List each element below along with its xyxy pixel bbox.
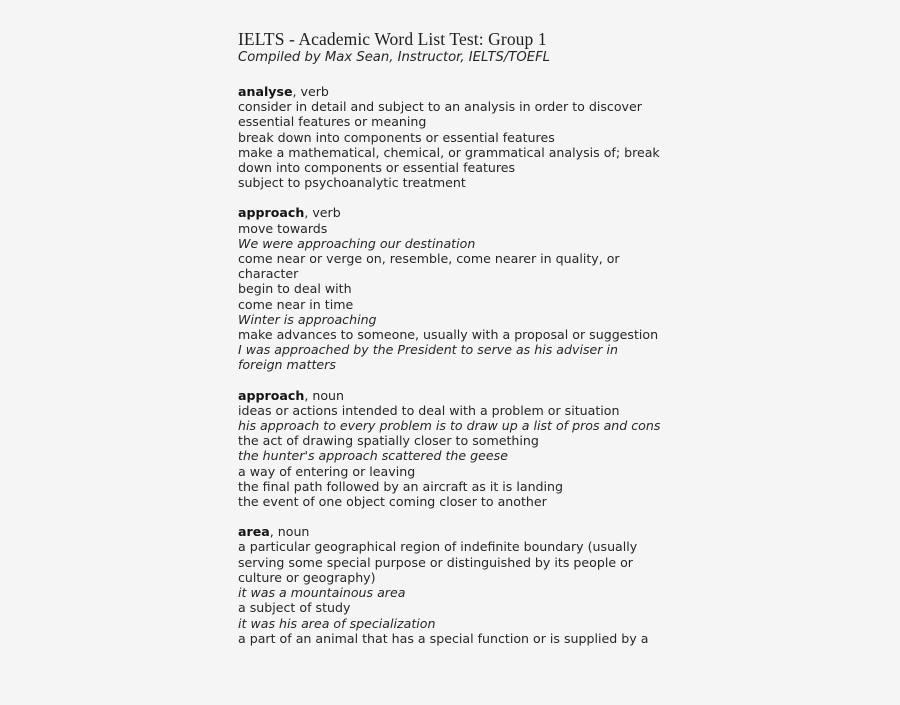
document-body	[238, 29, 662, 646]
headword-line	[238, 388, 662, 403]
sense-definition: a subject of study	[238, 600, 351, 616]
sense-definition: come near or verge on, resemble, come nearer in quality, or character	[238, 251, 620, 282]
headword-separator: ,	[304, 205, 313, 221]
sense-definition: make a mathematical, chemical, or grammatical analysis of; break down into components or essential features	[238, 144, 660, 176]
headword-separator: ,	[304, 387, 313, 403]
part-of-speech: verb	[300, 84, 329, 99]
headword: approach	[238, 387, 305, 403]
word-entry	[238, 388, 662, 510]
example-sentence: it was a mountainous area	[238, 585, 406, 601]
headword: analyse	[238, 84, 293, 99]
part-of-speech: noun	[312, 387, 344, 403]
example-sentence: We were approaching our destination	[238, 235, 476, 251]
headword: approach	[238, 205, 305, 221]
sense-definition: consider in detail and subject to an analysis in order to discover essential features or meaning	[238, 99, 642, 130]
example-sentence: it was his area of specialization	[238, 615, 436, 631]
sense-definition: the act of drawing spatially closer to something	[238, 433, 539, 449]
sense-definition: come near in time	[238, 296, 354, 312]
sense-definition: begin to deal with	[238, 281, 352, 297]
headword-line	[238, 205, 662, 220]
sense-definition: break down into components or essential features	[238, 129, 555, 145]
part-of-speech: verb	[312, 205, 341, 221]
sense-definition: the final path followed by an aircraft as it is landing	[238, 478, 564, 494]
sense-definition: the event of one object coming closer to another	[238, 494, 547, 510]
headword: area	[238, 524, 270, 540]
part-of-speech: noun	[277, 524, 310, 540]
sense-definition: subject to psychoanalytic treatment	[238, 175, 466, 191]
sense-definition: move towards	[238, 220, 328, 236]
word-entry	[238, 84, 662, 190]
word-entry	[238, 524, 662, 646]
sense-definition: ideas or actions intended to deal with a problem or situation	[238, 402, 620, 418]
word-entry	[238, 205, 662, 372]
example-sentence: Winter is approaching	[238, 311, 377, 327]
sense-definition: make advances to someone, usually with a proposal or suggestion	[238, 327, 659, 343]
sense-definition: a part of an animal that has a special function or is supplied by a	[238, 630, 649, 646]
example-sentence: the hunter's approach scattered the geese	[238, 448, 508, 464]
example-sentence: his approach to every problem is to draw up a list of pros and cons	[238, 418, 661, 434]
word-entry-list	[238, 84, 662, 646]
headword-line	[238, 524, 662, 539]
sense-definition: a way of entering or leaving	[238, 463, 416, 479]
headword-line	[238, 84, 662, 99]
sense-definition: a particular geographical region of indefinite boundary (usually serving some special purpose or distinguished by its people or culture or geography)	[238, 539, 638, 585]
document-subtitle: Compiled by Max Sean, Instructor, IELTS/TOEFL	[238, 50, 551, 65]
example-sentence: I was approached by the President to serve as his adviser in foreign matters	[238, 342, 618, 373]
headword-separator: ,	[269, 524, 278, 540]
page-title: IELTS - Academic Word List Test: Group 1	[238, 29, 547, 49]
headword-separator: ,	[292, 84, 301, 99]
